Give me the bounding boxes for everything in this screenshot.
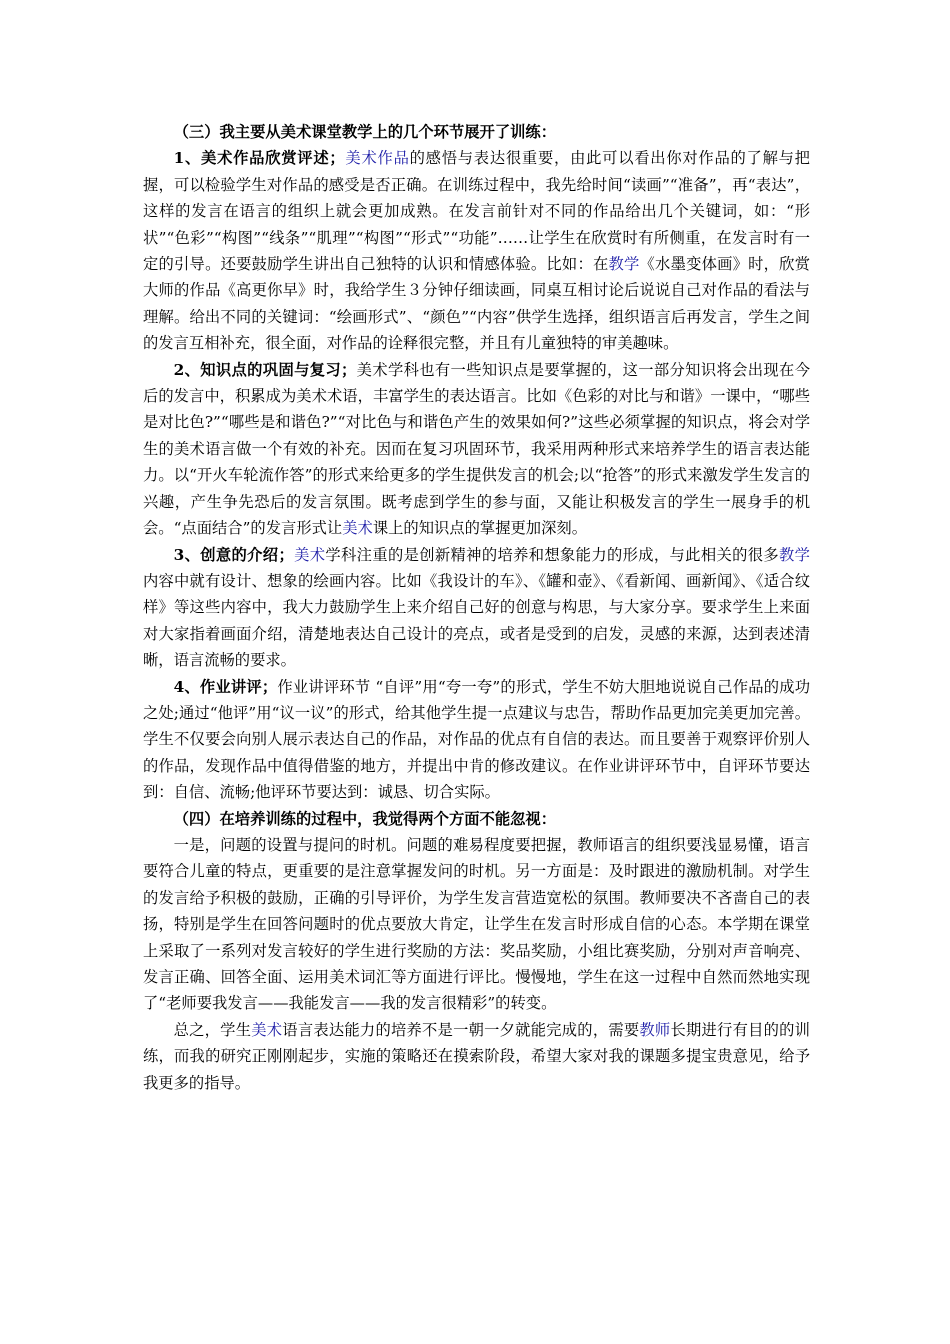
body-text: 《水墨变体画》时，欣赏大师的作品《高更你早》时，我给学生３分钟仔细读画，同桌互相讨论后说说自己对作品的看法与理解。给出不同的关键词：“绘画形式”、“颜色”“内容”供学生选择，组织语言后再发言，学生之间的发言互相补充，很全面，对作品的诠释很完整，并且有儿童独特的审美趣味。 (143, 255, 810, 353)
body-text: 一是，问题的设置与提问的时机。问题的难易程度要把握，教师语言的组织要浅显易懂，语言要符合儿童的特点，更重要的是注意掌握发问的时机。另一方面是：及时跟进的激励机制。对学生的发言给予积极的鼓励，正确的引导评价，为学生发言营造宽松的氛围。教师要决不吝啬自己的表扬，特别是学生在回答问题时的优点要放大肯定，让学生在发言时形成自信的心态。本学期在课堂上采取了一系列对发言较好的学生进行奖励的方法：奖品奖励，小组比赛奖励，分别对声音响亮、发言正确、回答全面、运用美术词汇等方面进行评比。慢慢地，学生在这一过程中自然而然地实现了“老师要我发言——我能发言——我的发言很精彩”的转变。 (143, 835, 810, 1013)
paragraph-creative-intro (143, 542, 810, 674)
body-text: 长期进行有目的的训练，而我的研究正刚刚起步，实施的策略还在摸索阶段，希望大家对我的课题多提宝贵意见，给予我更多的指导。 (143, 1020, 810, 1092)
paragraph-conclusion (143, 1017, 810, 1096)
item-lead: 2、知识点的巩固与复习； (173, 360, 357, 379)
section-heading-3 (143, 119, 810, 145)
item-lead: 4、作业讲评； (173, 677, 278, 696)
document-body (143, 119, 810, 1096)
body-text: 学科注重的是创新精神的培养和想象能力的形成，与此相关的很多 (325, 545, 780, 564)
link-teacher[interactable]: 教师 (639, 1020, 671, 1039)
heading-text: （四）在培养训练的过程中，我觉得两个方面不能忽视： (173, 809, 557, 828)
paragraph-art-appreciation (143, 145, 810, 356)
body-text: 作业讲评环节 “自评”用“夸一夸”的形式，学生不妨大胆地说说自己作品的成功之处;通过“他评”用“议一议”的形式，给其他学生提一点建议与忠告，帮助作品更加完美更加完善。学生不仅要会向别人展示表达自己的作品，对作品的优点有自信的表达。而且要善于观察评价别人的作品，发现作品中值得借鉴的地方，并提出中肯的修改建议。在作业讲评环节中，自评环节要达到：自信、流畅;他评环节要达到：诚恳、切合实际。 (143, 677, 810, 802)
item-lead: 1、美术作品欣赏评述； (173, 149, 345, 168)
body-text: 的感悟与表达很重要，由此可以看出你对作品的了解与把握，可以检验学生对作品的感受是否正确。在训练过程中，我先给时间“读画”“准备”，再“表达”，这样的发言在语言的组织上就会更加成熟。在发言前针对不同的作品给出几个关键词，如：“形状”“色彩”“构图”“线条”“肌理”“构图”“形式”“功能”……让学生在欣赏时有所侧重，在发言时有一定的引导。还要鼓励学生讲出自己独特的认识和情感体验。比如：在 (143, 149, 810, 274)
body-text: 总之，学生 (173, 1020, 252, 1039)
heading-text: （三）我主要从美术课堂教学上的几个环节展开了训练： (173, 123, 557, 141)
item-lead: 3、创意的介绍； (173, 545, 294, 564)
link-teaching[interactable]: 教学 (779, 545, 810, 564)
link-teaching[interactable]: 教学 (608, 255, 640, 274)
paragraph-homework-review (143, 674, 810, 806)
body-text: 美术学科也有一些知识点是要掌握的，这一部分知识将会出现在今后的发言中，积累成为美术术语，丰富学生的表达语言。比如《色彩的对比与和谐》一课中，“哪些是对比色?”“哪些是和谐色?”“对比色与和谐色产生的效果如何?”这些必须掌握的知识点，将会对学生的美术语言做一个有效的补充。因而在复习巩固环节，我采用两种形式来培养学生的语言表达能力。以“开火车轮流作答”的形式来给更多的学生提供发言的机会;以“抢答”的形式来激发学生发言的兴趣，产生争先恐后的发言氛围。既考虑到学生的参与面，又能让积极发言的学生一展身手的机会。“点面结合”的发言形式让 (143, 360, 810, 538)
body-text: 内容中就有设计、想象的绘画内容。比如《我设计的车》、《罐和壶》、《看新闻、画新闻》、《适合纹样》等这些内容中，我大力鼓励学生上来介绍自己好的创意与构思，与大家分享。要求学生上来面对大家指着画面介绍，清楚地表达自己设计的亮点，或者是受到的启发，灵感的来源，达到表述清晰，语言流畅的要求。 (143, 571, 810, 670)
link-art[interactable]: 美术 (251, 1020, 283, 1039)
section-heading-4 (143, 806, 810, 832)
paragraph-knowledge-review (143, 357, 810, 542)
paragraph-questioning (143, 832, 810, 1017)
body-text: 语言表达能力的培养不是一朝一夕就能完成的，需要 (282, 1020, 640, 1039)
link-art[interactable]: 美术 (342, 519, 373, 538)
link-art-works[interactable]: 美术作品 (344, 149, 410, 168)
link-art[interactable]: 美术 (293, 545, 326, 564)
body-text: 课上的知识点的掌握更加深刻。 (372, 519, 587, 538)
